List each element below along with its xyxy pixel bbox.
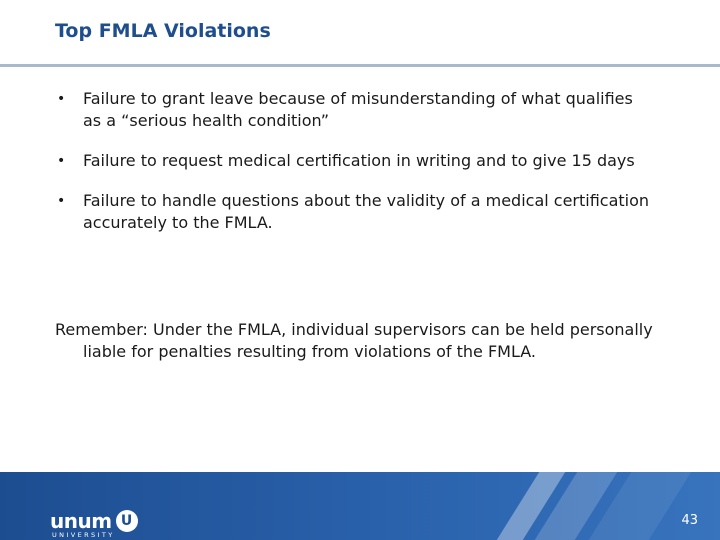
title-divider	[0, 64, 720, 67]
slide-title: Top FMLA Violations	[55, 20, 271, 42]
bullet-icon: •	[57, 153, 66, 169]
bullet-item	[55, 150, 655, 172]
bullet-icon: •	[57, 193, 66, 209]
bullet-icon: •	[57, 91, 66, 107]
page-number: 43	[681, 513, 698, 528]
logo-subtext: UNIVERSITY	[52, 531, 115, 539]
bullet-list	[55, 88, 655, 252]
logo-u-icon: U	[116, 510, 138, 532]
bullet-item	[55, 190, 655, 234]
bullet-text: Failure to request medical certification in writing and to give 15 days	[83, 151, 635, 170]
remember-note: Remember: Under the FMLA, individual supervisors can be held personally liable for penalties resulting from violations of the FMLA.	[55, 320, 653, 361]
bullet-text: Failure to handle questions about the validity of a medical certification accurately to the FMLA.	[83, 191, 650, 232]
logo-wordmark: unum	[50, 509, 112, 533]
footer-bar	[0, 472, 720, 540]
unum-university-logo	[50, 509, 138, 539]
bullet-item	[55, 88, 655, 132]
bullet-text: Failure to grant leave because of misunderstanding of what qualifies as a “serious health condition”	[83, 89, 633, 130]
